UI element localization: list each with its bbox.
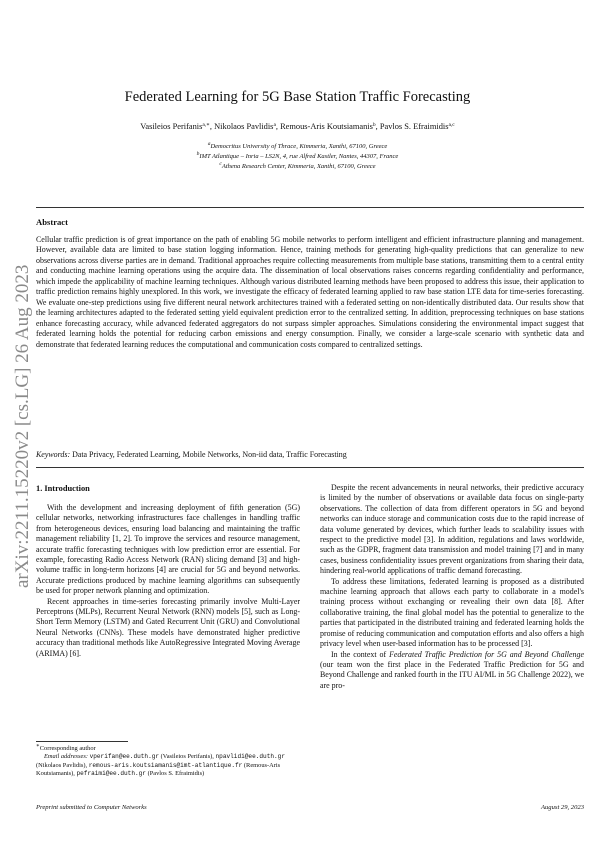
affiliation: $^b$IMT Atlantique – Inria – LS2N, 4, rue Alfred Kastler, Nantes, 44307, France — [196, 151, 399, 160]
keywords-list: Data Privacy, Federated Learning, Mobile Networks, Non-iid data, Traffic Forecasting — [72, 450, 347, 459]
author-name: Pavlos S. Efraimidis — [379, 122, 449, 131]
left-column — [36, 503, 300, 659]
footer-date: August 29, 2023 — [540, 804, 584, 811]
section-heading: 1. Introduction — [36, 484, 90, 493]
arxiv-stamp — [6, 250, 36, 590]
affiliation: $^a$Democritus University of Thrace, Kimmeria, Xanthi, 67100, Greece — [207, 141, 388, 150]
footnote-emails: Email addresses: vperifan@ee.duth.gr (Vasileios Perifanis), npavlidi@ee.duth.gr (Nikolaos Pavlidis), remous-aris.koutsiamanis@imt-atlantique.fr (Remous-Aris Koutsiamanis), pefraimi@ee.duth.gr (Pavlos S. Efraimidis) — [36, 753, 285, 777]
footer-journal: Preprint submitted to Computer Networks — [36, 804, 147, 811]
body-paragraph: To address these limitations, federated learning is proposed as a distributed machine learning approach that allows each party to collaborate in a model's training process without exchanging or revealing their own data [8]. After collaborative training, the final global model has the potential to generalize to the parties that participated in the distributed training and federated learning holds the promise of reducing communication and computation efforts and also offers a high privacy level when user-based information has to be processed [3]. — [320, 576, 584, 649]
body-paragraph: In the context of Federated Traffic Prediction for 5G and Beyond Challenge (our team won the first place in the Federated Traffic Prediction for 5G and Beyond Challenge and ranked fourth in the ITU AI/ML in 5G Challenge 2022), we are pro- — [320, 649, 584, 690]
affiliations — [0, 142, 595, 172]
author-list: Vasileios Perifanis$^{a,∗}$, Nikolaos Pavlidis$^a$, Remous-Aris Koutsiamanis$^b$, Pavlos S. Efraimidis$^{a,c}$ — [140, 122, 455, 131]
footnote-rule — [36, 741, 128, 742]
keywords-label: Keywords: — [36, 450, 71, 459]
author-name: Vasileios Perifanis — [140, 122, 203, 131]
paper-title: Federated Learning for 5G Base Station Traffic Forecasting — [124, 89, 471, 105]
footnotes — [36, 745, 300, 778]
abstract-heading: Abstract — [36, 217, 68, 227]
keywords — [36, 450, 584, 459]
body-paragraph: Recent approaches in time-series forecasting primarily involve Multi-Layer Perceptrons (MLPs), Recurrent Neural Network (RNN) models [5], such as Long-Short Term Memory (LSTM) and Gated Recurrent Unit (GRU) and Convolutional Neural Networks (CNNs). These models have demonstrated higher predictive accuracy than traditional methods like AutoRegressive Integrated Moving Average (ARIMA) [6]. — [36, 596, 300, 658]
author-name: Remous-Aris Koutsiamanis — [280, 122, 373, 131]
body-paragraph: Despite the recent advancements in neural networks, their predictive accuracy is limited by the number of observations or available data focus on single-party observations. The collection of data from different operators in 5G and beyond networks can induce storage and communication costs due to the rapid increase of data volume generated by devices, which further leads to scalability issues with respect to the predictive model [3]. In addition, regulations and laws worldwide, such as the GDPR, fragment data transmission and model training [7] and in many cases, business confidentiality issues prevent organizations from sharing their data, hindering real-world applications of traffic demand forecasting. — [320, 483, 584, 576]
right-column — [320, 483, 584, 691]
abstract-text: Cellular traffic prediction is of great importance on the path of enabling 5G mobile networks to perform intelligent and efficient infrastructure planning and management. However, available data are limited to base station logging information. Hence, training methods for generating high-quality predictions that can generalize to new observations across diverse parties are in demand. Traditional approaches require collecting measurements from multiple base stations, transmitting them to a central entity and conducting machine learning operations using the acquire data. The dissemination of local observations raises concerns regarding confidentiality and performance, which impede the applicability of machine learning techniques. Although various distributed learning methods have been proposed to address this issue, their application to traffic prediction remains highly unexplored. In this work, we investigate the efficacy of federated learning applied to raw base station LTE data for time-series forecasting. We evaluate one-step predictions using five different neural network architectures trained with a federated setting on non-identically distributed data. Our results show that the learning architectures adapted to the federated setting yield equivalent prediction error to the centralized setting. In addition, preprocessing techniques on base stations enhance forecasting accuracy, while advanced federated aggregators do not surpass simpler approaches. Simulations considering the environmental impact suggest that federated learning holds the potential for reducing carbon emissions and energy consumption. Finally, we consider a large-scale scenario with synthetic data and demonstrate that federated learning reduces the computational and communication costs compared to centralized settings. — [36, 235, 584, 349]
arxiv-stamp-text: arXiv:2211.15220v2 [cs.LG] 26 Aug 2023 — [12, 264, 33, 588]
divider — [36, 207, 584, 208]
divider — [36, 467, 584, 468]
affiliation: $^c$Athena Research Center, Kimmeria, Xanthi, 67100, Greece — [219, 161, 376, 170]
author-name: Nikolaos Pavlidis — [214, 122, 274, 131]
footnote-corresponding: ∗Corresponding author — [36, 743, 96, 752]
body-paragraph: With the development and increasing deployment of fifth generation (5G) cellular networks, networking infrastructures face challenges in handling traffic from heterogeneous devices, ensuring load balancing and maintaining the traffic management reliability [1, 2]. To improve the services and resource management, accurate traffic forecasting techniques with low prediction error are essential. For example, forecasting Radio Access Network (RAN) slicing demand [3] and high-volume traffic in long-term horizons [4] are crucial for 5G and beyond networks. Accurate predictions produced by machine learning algorithms can subsequently be used for proper network planning and optimization. — [36, 503, 300, 596]
